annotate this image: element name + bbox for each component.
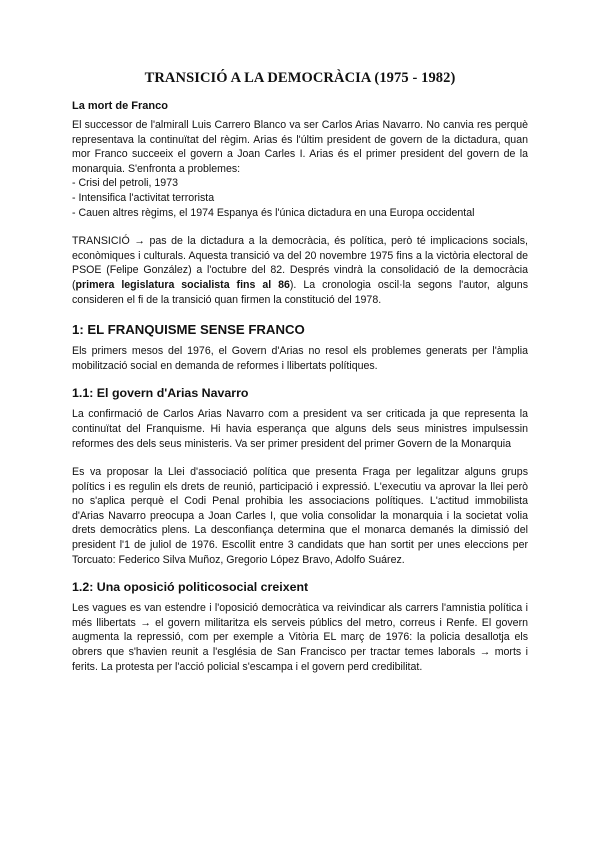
list-item: - Intensifica l'activitat terrorista — [72, 191, 215, 204]
transicio-text-end: ). La cronologia oscil·la segons l'autor, alguns consideren el fi de la transició quan firmen la constitució del 1978. — [72, 278, 528, 306]
transicio-text-start: TRANSICIÓ → pas de la dictadura a la democràcia, és política, però té implicacions socials, econòmiques i culturals. Aquesta transició va del 20 novembre 1975 fins a la victòria electoral de PSOE (Felipe González) a l'octubre del 82. Després vindrà la consolidació de la democràcia ( — [72, 235, 528, 291]
list-item: - Crisi del petroli, 1973 — [72, 177, 178, 190]
section-heading-franquisme: 1: EL FRANQUISME SENSE FRANCO — [72, 322, 305, 338]
paragraph-govern-arias-2: Es va proposar la Llei d'associació política que presenta Fraga per legalitzar alguns grups polítics i es regulin els drets de reunió, participació i expressió. L'executiu va aprovar la llei però no s'aplica perquè el Codi Penal prohibia les associacions polítiques. L'actitud immobilista d'Arias Navarro preocupa a Joan Carles I, que volia consolidar la monarquia i la societat volia drets democràtics plens. La desconfiança determina que el monarca demanés la dimissió del president l'1 de juliol de 1976. Escollit entre 3 candidats que han sortit per unes eleccions per Torcuato: Federico Silva Muñoz, Gregorio López Bravo, Adolfo Suárez. — [72, 466, 528, 566]
paragraph-mort-franco: El successor de l'almirall Luis Carrero Blanco va ser Carlos Arias Navarro. No canvia res perquè representava la continuïtat del règim. Arias és l'últim president de govern de la dictadura, quan mor Franco succeeix el govern a Joan Carles I. Arias és el primer president del govern de la monarquia. S'enfronta a problemes: — [72, 119, 528, 175]
paragraph-oposicio: Les vagues es van estendre i l'oposició democràtica va reivindicar als carrers l'amnistia política i més llibertats → el govern militaritza els serveis públics del metro, correus i Renfe. El govern augmenta la repressió, com per exemple a Vitòria EL març de 1976: la policia desallotja els obrers que s'havien reunit a l'església de San Francisco per tractar temes laborals → morts i ferits. La protesta per l'acció policial s'escampa i el govern perd credibilitat. — [72, 602, 528, 673]
section-heading-oposicio: 1.2: Una oposició politicosocial creixent — [72, 580, 309, 595]
transicio-bold-text: primera legislatura socialista fins al 86 — [75, 278, 290, 291]
paragraph-govern-arias-1: La confirmació de Carlos Arias Navarro com a president va ser criticada ja que representa la continuïtat del Franquisme. Hi havia esperança que alguns dels seus ministres impulsessin reformes des dels seus ministeris. Va ser primer president del primer Govern de la Monarquia — [72, 408, 528, 450]
paragraph-franquisme: Els primers mesos del 1976, el Govern d'Arias no resol els problemes generats per l'àmplia mobilització social en demanda de reformes i llibertats polítiques. — [72, 345, 528, 372]
problems-list — [72, 176, 528, 220]
document-title: TRANSICIÓ A LA DEMOCRÀCIA (1975 - 1982) — [144, 70, 456, 86]
paragraph-transicio — [72, 234, 528, 307]
list-item: - Cauen altres règims, el 1974 Espanya és l'única dictadura en una Europa occidental — [72, 206, 475, 219]
section-heading-mort-franco: La mort de Franco — [72, 100, 168, 112]
section-heading-govern-arias: 1.1: El govern d'Arias Navarro — [72, 386, 249, 401]
